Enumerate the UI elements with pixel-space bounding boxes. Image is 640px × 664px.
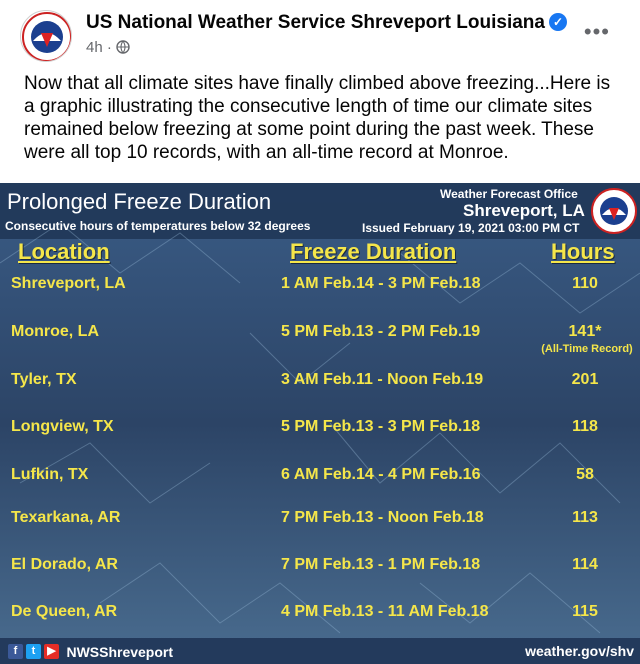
nws-emblem-icon — [590, 187, 638, 235]
row-location: Tyler, TX — [11, 371, 77, 388]
website-url: weather.gov/shv — [525, 643, 634, 659]
row-hours: 114 — [572, 556, 598, 573]
twitter-icon: t — [26, 644, 41, 659]
record-note: (All-Time Record) — [541, 343, 633, 355]
nws-logo-icon — [21, 11, 72, 62]
row-duration: 6 AM Feb.14 - 4 PM Feb.16 — [281, 466, 481, 483]
verified-badge-icon: ✓ — [549, 13, 567, 31]
row-hours: 115 — [572, 603, 598, 620]
globe-icon — [116, 40, 130, 54]
table-row — [0, 466, 640, 496]
row-location: Longview, TX — [11, 418, 114, 435]
row-duration: 1 AM Feb.14 - 3 PM Feb.18 — [281, 275, 481, 292]
header-location: Location — [18, 239, 110, 264]
row-duration: 7 PM Feb.13 - Noon Feb.18 — [281, 509, 484, 526]
graphic-title: Prolonged Freeze Duration — [7, 189, 272, 214]
row-hours: 118 — [572, 418, 598, 435]
row-duration: 7 PM Feb.13 - 1 PM Feb.18 — [281, 556, 481, 573]
row-location: Texarkana, AR — [11, 509, 121, 526]
table-row — [0, 371, 640, 401]
row-hours: 201 — [571, 371, 599, 388]
row-duration: 5 PM Feb.13 - 3 PM Feb.18 — [281, 418, 481, 435]
page-name-text[interactable]: US National Weather Service Shreveport Louisiana — [86, 12, 545, 33]
row-duration: 5 PM Feb.13 - 2 PM Feb.19 — [281, 323, 481, 340]
more-options-button[interactable]: ••• — [583, 19, 610, 44]
youtube-icon: ▶ — [44, 644, 59, 659]
table-row — [0, 509, 640, 539]
table-row — [0, 556, 640, 586]
row-location: Monroe, LA — [11, 323, 99, 340]
row-location: El Dorado, AR — [11, 556, 118, 573]
page-avatar[interactable] — [20, 10, 72, 62]
post-time[interactable]: 4h — [86, 39, 103, 56]
social-links — [8, 643, 173, 661]
post-image[interactable] — [0, 183, 640, 664]
office-city: Shreveport, LA — [463, 201, 585, 220]
header-duration: Freeze Duration — [290, 239, 457, 264]
graphic-footer — [0, 638, 640, 664]
social-handle: NWSShreveport — [66, 643, 174, 660]
row-hours: 113 — [572, 509, 598, 526]
header-hours: Hours — [551, 239, 615, 264]
row-hours: 58 — [576, 466, 594, 483]
post-header — [0, 0, 640, 66]
row-duration: 3 AM Feb.11 - Noon Feb.19 — [281, 371, 484, 388]
table-row — [0, 603, 640, 633]
facebook-icon: f — [8, 644, 23, 659]
row-hours: 141* — [568, 323, 602, 340]
row-location: Shreveport, LA — [11, 275, 126, 292]
table-row — [0, 275, 640, 305]
row-location: De Queen, AR — [11, 603, 118, 620]
page-name[interactable] — [86, 12, 567, 34]
row-hours: 110 — [572, 275, 598, 292]
post-caption: Now that all climate sites have finally climbed above freezing...Here is a graphic illustrating the consecutive length of time our climate sites remained below freezing at some point during the past week. These were all top 10 records, with an all-time record at Monroe. — [24, 73, 611, 163]
office-label: Weather Forecast Office — [440, 187, 578, 201]
post-meta: 4h · — [86, 39, 130, 56]
row-location: Lufkin, TX — [11, 466, 89, 483]
row-duration: 4 PM Feb.13 - 11 AM Feb.18 — [281, 603, 489, 620]
table-row — [0, 418, 640, 448]
issued-date: Issued February 19, 2021 03:00 PM CT — [362, 221, 580, 235]
graphic-subtitle: Consecutive hours of temperatures below 32 degrees — [5, 219, 311, 233]
